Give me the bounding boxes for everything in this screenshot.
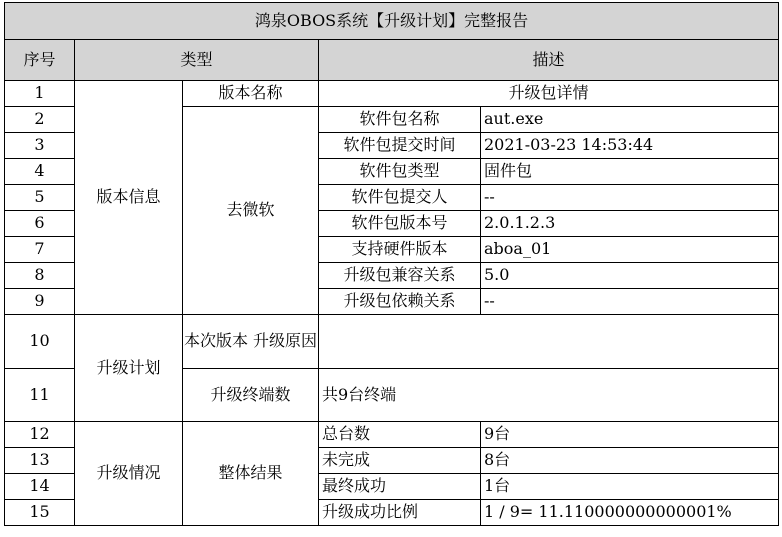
field-label: 未完成 xyxy=(319,448,481,474)
field-value: aboa_01 xyxy=(481,237,779,263)
report-table xyxy=(4,2,779,526)
field-value: 1台 xyxy=(481,474,779,500)
group-overall-result: 整体结果 xyxy=(183,422,319,526)
row-number: 6 xyxy=(5,211,75,237)
row-number: 4 xyxy=(5,159,75,185)
row-number: 10 xyxy=(5,315,75,369)
row-number: 3 xyxy=(5,133,75,159)
field-value: -- xyxy=(481,185,779,211)
field-label: 软件包类型 xyxy=(319,159,481,185)
row-number: 1 xyxy=(5,81,75,107)
header-desc: 描述 xyxy=(319,40,779,81)
field-label: 软件包提交时间 xyxy=(319,133,481,159)
row-number: 14 xyxy=(5,474,75,500)
field-value: 9台 xyxy=(481,422,779,448)
field-label: 升级包兼容关系 xyxy=(319,263,481,289)
row-number: 13 xyxy=(5,448,75,474)
row-number: 9 xyxy=(5,289,75,315)
report-title: 鸿泉OBOS系统【升级计划】完整报告 xyxy=(5,3,779,40)
item-upgrade-reason: 本次版本 升级原因 xyxy=(183,315,319,369)
field-label: 总台数 xyxy=(319,422,481,448)
row-number: 7 xyxy=(5,237,75,263)
field-label: 升级成功比例 xyxy=(319,500,481,526)
header-type: 类型 xyxy=(75,40,319,81)
row-number: 12 xyxy=(5,422,75,448)
row-number: 11 xyxy=(5,369,75,422)
field-value: 固件包 xyxy=(481,159,779,185)
row-number: 15 xyxy=(5,500,75,526)
item-terminal-count: 升级终端数 xyxy=(183,369,319,422)
field-label: 软件包名称 xyxy=(319,107,481,133)
section-version-info: 版本信息 xyxy=(75,81,183,315)
field-value: 5.0 xyxy=(481,263,779,289)
field-label: 升级包依赖关系 xyxy=(319,289,481,315)
field-label: 支持硬件版本 xyxy=(319,237,481,263)
field-label: 软件包版本号 xyxy=(319,211,481,237)
row-number: 5 xyxy=(5,185,75,211)
upgrade-reason-value xyxy=(319,315,779,369)
field-value: aut.exe xyxy=(481,107,779,133)
field-value: 2021-03-23 14:53:44 xyxy=(481,133,779,159)
header-seq: 序号 xyxy=(5,40,75,81)
field-value: 1 / 9= 11.110000000000001% xyxy=(481,500,779,526)
field-value: 2.0.1.2.3 xyxy=(481,211,779,237)
section-upgrade-status: 升级情况 xyxy=(75,422,183,526)
section-upgrade-plan: 升级计划 xyxy=(75,315,183,422)
row-number: 8 xyxy=(5,263,75,289)
field-label: 软件包提交人 xyxy=(319,185,481,211)
field-value: 8台 xyxy=(481,448,779,474)
row-number: 2 xyxy=(5,107,75,133)
terminal-count-value: 共9台终端 xyxy=(319,369,779,422)
field-label: 最终成功 xyxy=(319,474,481,500)
field-value: -- xyxy=(481,289,779,315)
item-version-name: 版本名称 xyxy=(183,81,319,107)
upgrade-package-details: 升级包详情 xyxy=(319,81,779,107)
group-qu-wei-ruan: 去微软 xyxy=(183,107,319,315)
